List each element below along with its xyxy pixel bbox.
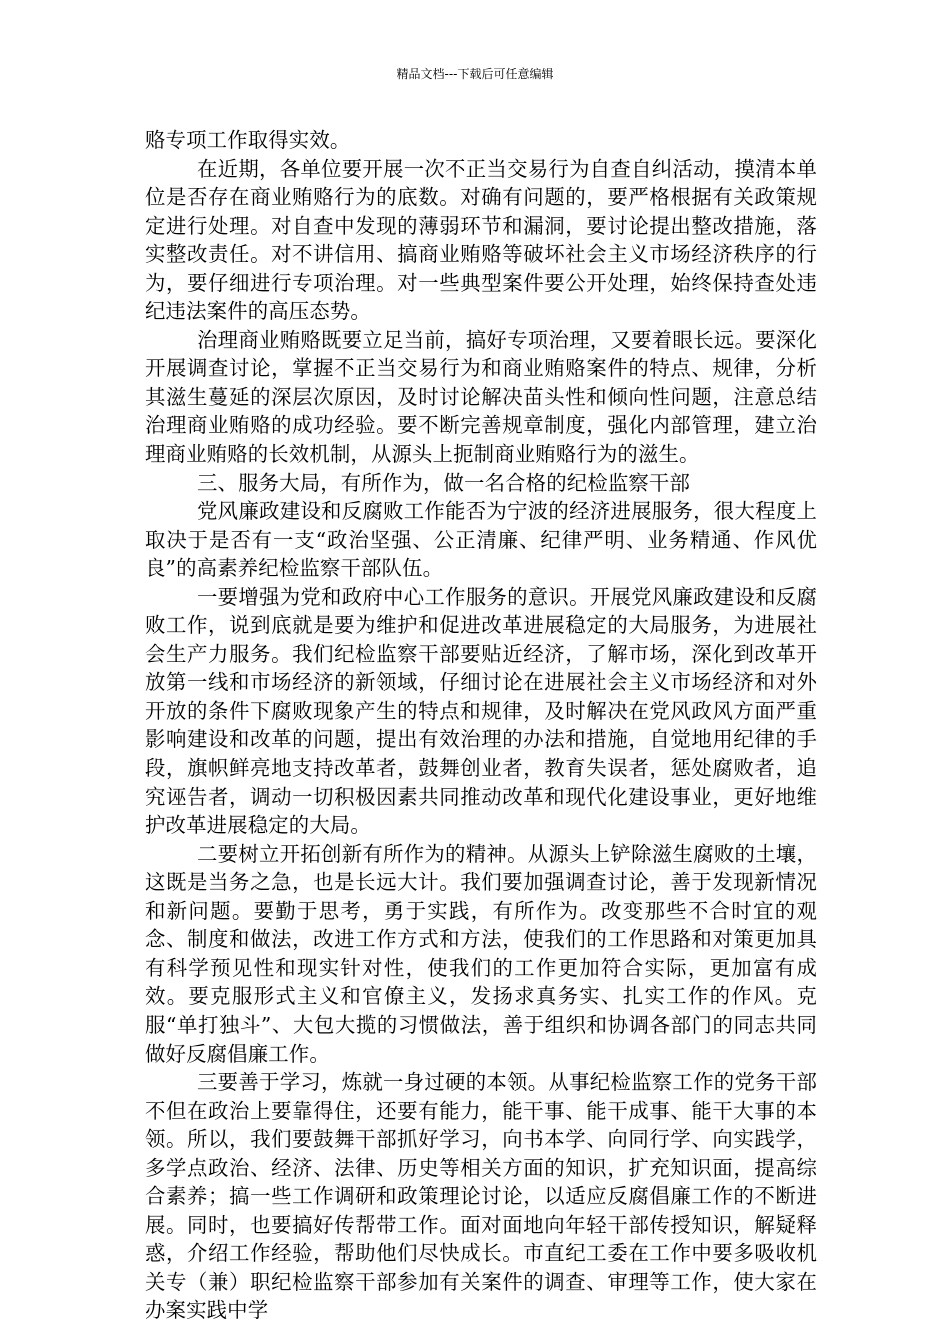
paragraph-1: 赂专项工作取得实效。	[145, 128, 351, 152]
section-heading: 三、服务大局，有所作为，做一名合格的纪检监察干部	[197, 470, 690, 495]
paragraph-3: 治理商业贿赂既要立足当前，搞好专项治理，又要着眼长远。要深化开展调查讨论，掌握不正当交易行为和商业贿赂案件的特点、规律，分析其滋生蔓延的深层次原因，及时讨论解决苗头性和倾向性问题，注意总结治理商业贿赂的成功经验。要不断完善规章制度，强化内部管理，建立治理商业贿赂的长效机制，从源头上扼制商业贿赂行为的滋生。	[145, 327, 817, 467]
paragraph-6: 二要树立开拓创新有所作为的精神。从源头上铲除滋生腐败的土壤，这既是当务之急，也是长远大计。我们要加强调查讨论，善于发现新情况和新问题。要勤于思考，勇于实践，有所作为。改变那些不合时宜的观念、制度和做法，改进工作方式和方法，使我们的工作思路和对策更加具有科学预见性和现实针对性，使我们的工作更加符合实际，更加富有成效。要克服形式主义和官僚主义，发扬求真务实、扎实工作的作风。克服“单打独斗”、大包大揽的习惯做法，善于组织和协调各部门的同志共同做好反腐倡廉工作。	[145, 841, 817, 1066]
paragraph-7: 三要善于学习，炼就一身过硬的本领。从事纪检监察工作的党务干部不但在政治上要靠得住，还要有能力，能干事、能干成事、能干大事的本领。所以，我们要鼓舞干部抓好学习，向书本学、向同行学、向实践学，多学点政治、经济、法律、历史等相关方面的知识，扩充知识面，提高综合素养；搞一些工作调研和政策理论讨论，以适应反腐倡廉工作的不断进展。同时，也要搞好传帮带工作。面对面地向年轻干部传授知识，解疑释惑，介绍工作经验，帮助他们尽快成长。市直纪工委在工作中要多吸收机关专（兼）职纪检监察干部参加有关案件的调查、审理等工作，使大家在办案实践中学	[145, 1070, 817, 1323]
document-body	[145, 126, 817, 1325]
paragraph-5: 一要增强为党和政府中心工作服务的意识。开展党风廉政建设和反腐败工作，说到底就是要为维护和促进改革进展稳定的大局服务，为进展社会生产力服务。我们纪检监察干部要贴近经济，了解市场，深化到改革开放第一线和市场经济的新领域，仔细讨论在进展社会主义市场经济和对外开放的条件下腐败现象产生的特点和规律，及时解决在党风政风方面严重影响建设和改革的问题，提出有效治理的办法和措施，自觉地用纪律的手段，旗帜鲜亮地支持改革者，鼓舞创业者，教育失误者，惩处腐败者，追究诬告者，调动一切积极因素共同推动改革和现代化建设事业，更好地维护改革进展稳定的大局。	[145, 584, 817, 838]
paragraph-4: 党风廉政建设和反腐败工作能否为宁波的经济进展服务，很大程度上取决于是否有一支“政治坚强、公正清廉、纪律严明、业务精通、作风优良”的高素养纪检监察干部队伍。	[145, 499, 817, 581]
page-header: 精品文档---下载后可任意编辑	[396, 67, 554, 81]
paragraph-2: 在近期，各单位要开展一次不正当交易行为自查自纠活动，摸清本单位是否存在商业贿赂行为的底数。对确有问题的，要严格根据有关政策规定进行处理。对自查中发现的薄弱环节和漏洞，要讨论提出整改措施，落实整改责任。对不讲信用、搞商业贿赂等破坏社会主义市场经济秩序的行为，要仔细进行专项治理。对一些典型案件要公开处理，始终保持查处违纪违法案件的高压态势。	[145, 156, 817, 324]
